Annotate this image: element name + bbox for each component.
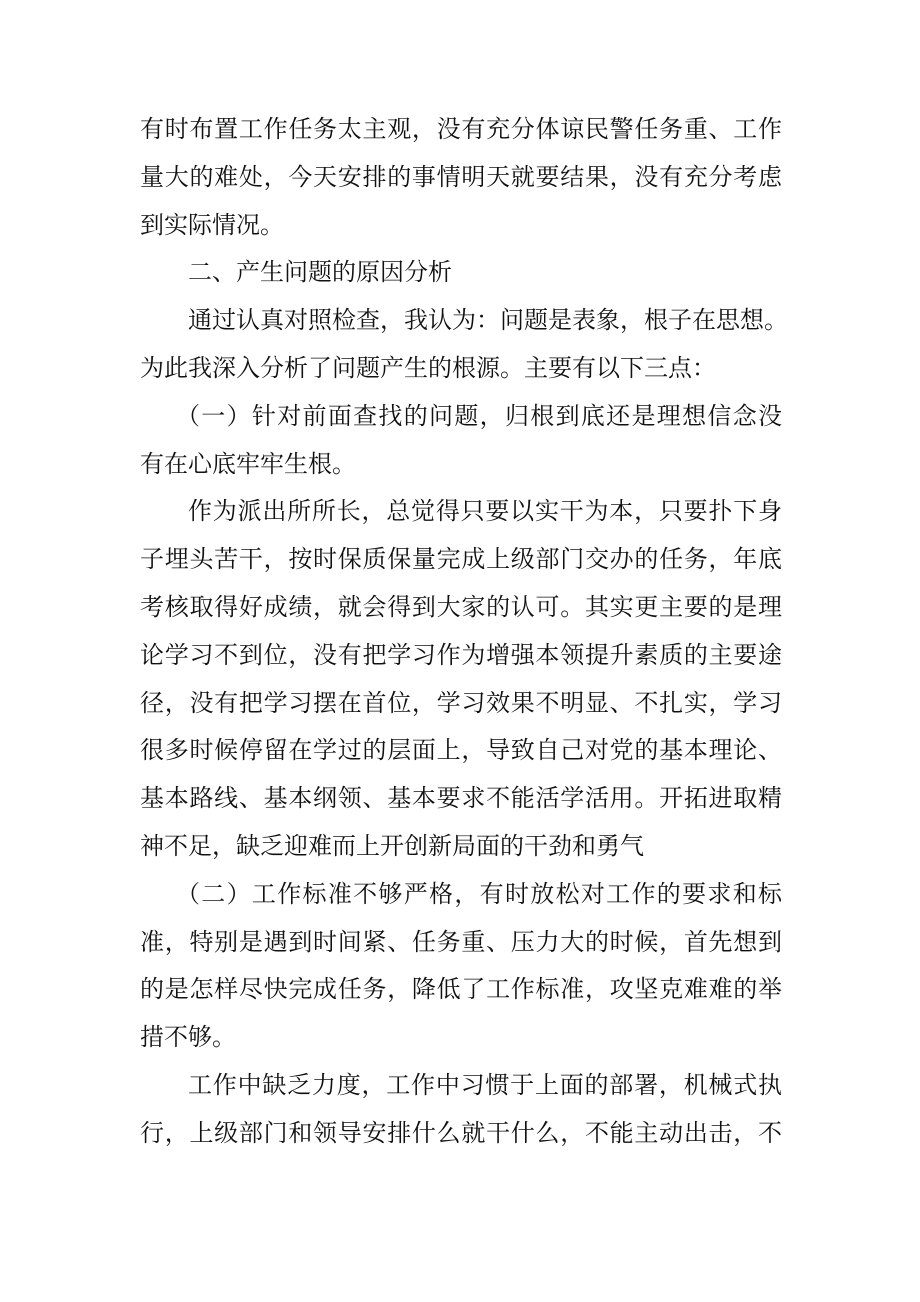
section-heading: 二、产生问题的原因分析 xyxy=(188,258,452,287)
text-line: 到实际情况。 xyxy=(140,210,284,239)
text-line: 有时布置工作任务太主观，没有充分体谅民警任务重、工作 xyxy=(140,115,782,143)
text-line: 准，特别是遇到时间紧、任务重、压力大的时候，首先想到 xyxy=(140,927,782,956)
text-line: 行，上级部门和领导安排什么就干什么，不能主动出击，不 xyxy=(140,1118,782,1147)
text-line: 神不足，缺乏迎难而上开创新局面的干劲和勇气 xyxy=(140,831,644,860)
subsection-heading: （二）工作标准不够严格，有时放松对工作的要求和标 xyxy=(176,879,782,908)
text-line: 作为派出所所长，总觉得只要以实干为本，只要扑下身 xyxy=(188,497,782,526)
text-line: 子埋头苦干，按时保质保量完成上级部门交办的任务，年底 xyxy=(140,545,782,574)
text-line: 很多时候停留在学过的层面上，导致自己对党的基本理论、 xyxy=(140,736,782,765)
subsection-heading: （一）针对前面查找的问题，归根到底还是理想信念没 xyxy=(176,401,782,430)
text-line: 措不够。 xyxy=(140,1023,236,1052)
text-line: 工作中缺乏力度，工作中习惯于上面的部署，机械式执 xyxy=(188,1070,782,1099)
document-body xyxy=(140,106,788,1158)
text-line: 量大的难处，今天安排的事情明天就要结果，没有充分考虑 xyxy=(140,162,782,191)
text-line: 通过认真对照检查，我认为：问题是表象，根子在思想。 xyxy=(188,306,788,335)
text-line: 径，没有把学习摆在首位，学习效果不明显、不扎实，学习 xyxy=(140,688,782,717)
text-line: 有在心底牢牢生根。 xyxy=(140,449,356,478)
text-line: 为此我深入分析了问题产生的根源。主要有以下三点： xyxy=(140,353,716,382)
text-line: 基本路线、基本纲领、基本要求不能活学活用。开拓进取精 xyxy=(140,784,782,813)
text-line: 论学习不到位，没有把学习作为增强本领提升素质的主要途 xyxy=(140,640,782,669)
text-line: 考核取得好成绩，就会得到大家的认可。其实更主要的是理 xyxy=(140,592,782,621)
text-line: 的是怎样尽快完成任务，降低了工作标准，攻坚克难难的举 xyxy=(140,975,782,1004)
